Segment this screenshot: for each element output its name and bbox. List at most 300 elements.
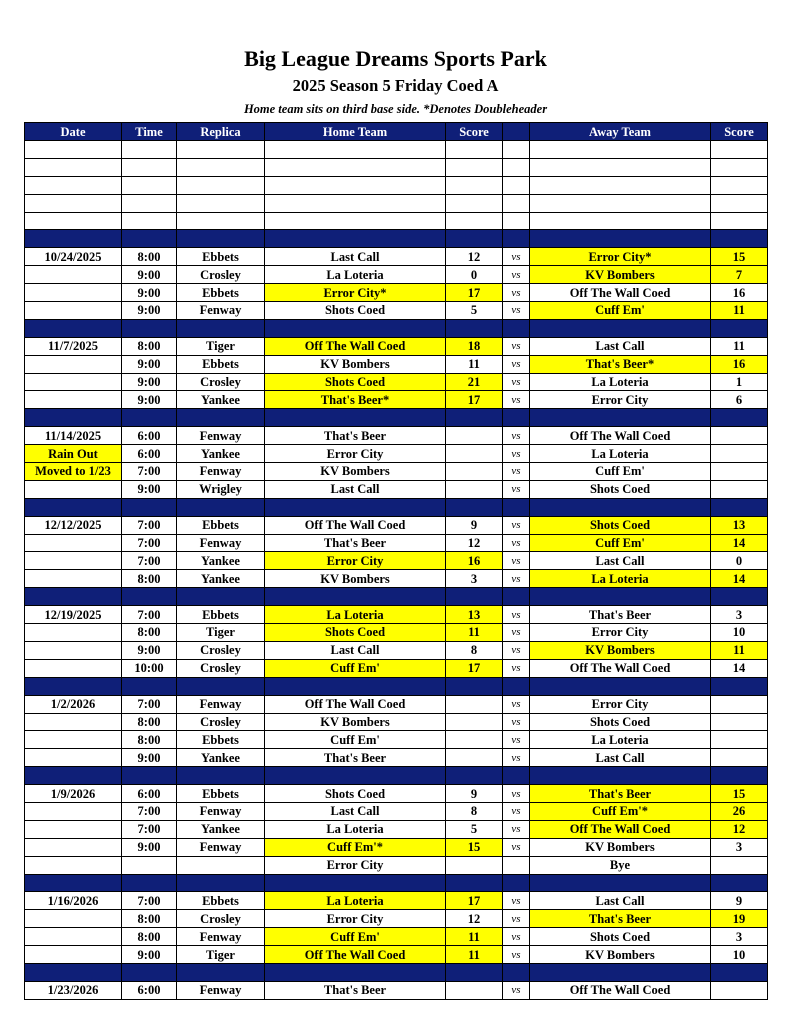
date-cell: 10/24/2025 <box>25 248 122 266</box>
away-team-cell: Last Call <box>530 749 711 767</box>
time-cell: 6:00 <box>122 427 177 445</box>
home-score-cell: 9 <box>446 516 503 534</box>
away-team-cell: Bye <box>530 856 711 874</box>
away-team-cell: That's Beer* <box>530 355 711 373</box>
blank-cell <box>503 158 530 176</box>
replica-cell: Crosley <box>177 373 265 391</box>
time-cell: 7:00 <box>122 802 177 820</box>
replica-cell: Fenway <box>177 302 265 320</box>
date-cell: 1/2/2026 <box>25 695 122 713</box>
time-cell: 7:00 <box>122 516 177 534</box>
separator-cell <box>122 588 177 606</box>
separator-cell <box>503 230 530 248</box>
away-score-cell <box>711 445 768 463</box>
game-row <box>25 856 768 874</box>
game-row <box>25 731 768 749</box>
date-cell: 11/14/2025 <box>25 427 122 445</box>
away-team-cell: La Loteria <box>530 731 711 749</box>
date-cell <box>25 552 122 570</box>
home-team-cell: Off The Wall Coed <box>265 516 446 534</box>
time-cell: 8:00 <box>122 731 177 749</box>
home-team-cell: Cuff Em' <box>265 731 446 749</box>
game-row <box>25 284 768 302</box>
separator-cell <box>177 767 265 785</box>
game-row <box>25 946 768 964</box>
replica-cell: Crosley <box>177 641 265 659</box>
away-team-cell: That's Beer <box>530 910 711 928</box>
blank-cell <box>177 194 265 212</box>
replica-cell: Fenway <box>177 534 265 552</box>
date-cell <box>25 284 122 302</box>
separator-cell <box>122 677 177 695</box>
vs-cell: vs <box>503 266 530 284</box>
replica-cell: Ebbets <box>177 516 265 534</box>
home-team-cell: Error City <box>265 856 446 874</box>
away-score-cell: 7 <box>711 266 768 284</box>
vs-cell: vs <box>503 373 530 391</box>
blank-cell <box>711 176 768 194</box>
blank-cell <box>503 212 530 230</box>
home-score-cell: 13 <box>446 606 503 624</box>
away-score-cell <box>711 713 768 731</box>
time-cell: 7:00 <box>122 552 177 570</box>
col-header-home-team: Home Team <box>265 123 446 141</box>
week-separator-row <box>25 498 768 516</box>
date-cell: Moved to 1/23 <box>25 463 122 481</box>
col-header-away-score: Score <box>711 123 768 141</box>
col-header-replica: Replica <box>177 123 265 141</box>
separator-cell <box>711 677 768 695</box>
away-team-cell: Cuff Em' <box>530 534 711 552</box>
vs-cell: vs <box>503 946 530 964</box>
away-score-cell <box>711 695 768 713</box>
vs-cell: vs <box>503 892 530 910</box>
home-score-cell: 17 <box>446 284 503 302</box>
home-score-cell: 16 <box>446 552 503 570</box>
separator-cell <box>503 409 530 427</box>
date-cell <box>25 820 122 838</box>
vs-cell: vs <box>503 534 530 552</box>
separator-cell <box>503 588 530 606</box>
replica-cell: Tiger <box>177 624 265 642</box>
blank-cell <box>122 141 177 159</box>
replica-cell: Yankee <box>177 391 265 409</box>
separator-cell <box>711 963 768 981</box>
home-score-cell: 5 <box>446 302 503 320</box>
time-cell: 9:00 <box>122 749 177 767</box>
away-team-cell: Cuff Em' <box>530 302 711 320</box>
game-row <box>25 606 768 624</box>
time-cell: 7:00 <box>122 892 177 910</box>
home-team-cell: Error City* <box>265 284 446 302</box>
blank-row <box>25 194 768 212</box>
blank-cell <box>177 141 265 159</box>
game-row <box>25 445 768 463</box>
away-score-cell <box>711 731 768 749</box>
separator-cell <box>711 230 768 248</box>
separator-cell <box>122 409 177 427</box>
vs-cell: vs <box>503 355 530 373</box>
home-team-cell: Last Call <box>265 802 446 820</box>
time-cell: 6:00 <box>122 445 177 463</box>
separator-cell <box>530 498 711 516</box>
vs-cell: vs <box>503 838 530 856</box>
home-score-cell <box>446 856 503 874</box>
home-score-cell: 11 <box>446 946 503 964</box>
time-cell: 9:00 <box>122 480 177 498</box>
date-cell <box>25 534 122 552</box>
time-cell: 8:00 <box>122 713 177 731</box>
blank-cell <box>530 212 711 230</box>
away-team-cell: Cuff Em'* <box>530 802 711 820</box>
away-team-cell: Error City* <box>530 248 711 266</box>
away-team-cell: That's Beer <box>530 606 711 624</box>
date-cell <box>25 802 122 820</box>
replica-cell: Ebbets <box>177 785 265 803</box>
away-score-cell: 14 <box>711 659 768 677</box>
game-row <box>25 534 768 552</box>
blank-cell <box>711 158 768 176</box>
time-cell: 7:00 <box>122 534 177 552</box>
date-cell <box>25 838 122 856</box>
time-cell: 9:00 <box>122 946 177 964</box>
separator-cell <box>503 677 530 695</box>
col-header-away-team: Away Team <box>530 123 711 141</box>
date-cell <box>25 355 122 373</box>
vs-cell: vs <box>503 248 530 266</box>
away-score-cell: 16 <box>711 284 768 302</box>
replica-cell: Ebbets <box>177 606 265 624</box>
date-cell: 12/19/2025 <box>25 606 122 624</box>
date-cell <box>25 624 122 642</box>
vs-cell: vs <box>503 731 530 749</box>
home-score-cell: 21 <box>446 373 503 391</box>
separator-cell <box>25 319 122 337</box>
home-team-cell: KV Bombers <box>265 355 446 373</box>
game-row <box>25 355 768 373</box>
replica-cell: Crosley <box>177 713 265 731</box>
vs-cell: vs <box>503 981 530 999</box>
away-team-cell: Shots Coed <box>530 928 711 946</box>
vs-cell: vs <box>503 552 530 570</box>
separator-cell <box>177 677 265 695</box>
date-cell: 1/23/2026 <box>25 981 122 999</box>
separator-cell <box>530 677 711 695</box>
date-cell <box>25 713 122 731</box>
blank-cell <box>503 141 530 159</box>
separator-cell <box>25 498 122 516</box>
game-row <box>25 427 768 445</box>
vs-cell: vs <box>503 391 530 409</box>
separator-cell <box>265 230 446 248</box>
home-team-cell: Off The Wall Coed <box>265 695 446 713</box>
date-cell: 12/12/2025 <box>25 516 122 534</box>
home-team-cell: Cuff Em' <box>265 928 446 946</box>
home-team-cell: Shots Coed <box>265 785 446 803</box>
week-separator-row <box>25 767 768 785</box>
home-score-cell: 11 <box>446 355 503 373</box>
away-team-cell: Error City <box>530 624 711 642</box>
away-score-cell <box>711 480 768 498</box>
week-separator-row <box>25 230 768 248</box>
away-team-cell: La Loteria <box>530 445 711 463</box>
home-team-cell: Shots Coed <box>265 302 446 320</box>
replica-cell: Crosley <box>177 910 265 928</box>
game-row <box>25 749 768 767</box>
schedule-table <box>24 122 768 1000</box>
col-header-date: Date <box>25 123 122 141</box>
away-team-cell: Shots Coed <box>530 480 711 498</box>
separator-cell <box>265 767 446 785</box>
away-score-cell <box>711 427 768 445</box>
blank-cell <box>25 176 122 194</box>
blank-cell <box>122 212 177 230</box>
separator-cell <box>25 677 122 695</box>
game-row <box>25 981 768 999</box>
game-row <box>25 463 768 481</box>
blank-cell <box>446 141 503 159</box>
replica-cell: Fenway <box>177 427 265 445</box>
separator-cell <box>446 677 503 695</box>
game-row <box>25 266 768 284</box>
game-row <box>25 892 768 910</box>
separator-cell <box>122 230 177 248</box>
separator-cell <box>446 230 503 248</box>
separator-cell <box>25 588 122 606</box>
blank-cell <box>503 194 530 212</box>
blank-cell <box>177 176 265 194</box>
vs-cell: vs <box>503 427 530 445</box>
home-score-cell: 5 <box>446 820 503 838</box>
away-team-cell: Error City <box>530 695 711 713</box>
date-cell <box>25 928 122 946</box>
vs-cell: vs <box>503 749 530 767</box>
home-score-cell <box>446 981 503 999</box>
home-team-cell: La Loteria <box>265 606 446 624</box>
home-score-cell <box>446 480 503 498</box>
replica-cell: Tiger <box>177 337 265 355</box>
separator-cell <box>25 230 122 248</box>
replica-cell: Wrigley <box>177 480 265 498</box>
vs-cell: vs <box>503 624 530 642</box>
separator-cell <box>503 874 530 892</box>
vs-cell <box>503 856 530 874</box>
separator-cell <box>122 498 177 516</box>
vs-cell: vs <box>503 284 530 302</box>
home-score-cell: 3 <box>446 570 503 588</box>
home-score-cell <box>446 749 503 767</box>
blank-cell <box>122 158 177 176</box>
home-team-cell: Last Call <box>265 641 446 659</box>
separator-cell <box>503 319 530 337</box>
away-team-cell: KV Bombers <box>530 641 711 659</box>
vs-cell: vs <box>503 463 530 481</box>
home-team-cell: La Loteria <box>265 266 446 284</box>
separator-cell <box>446 588 503 606</box>
date-cell <box>25 641 122 659</box>
separator-cell <box>503 767 530 785</box>
blank-cell <box>265 194 446 212</box>
separator-cell <box>530 767 711 785</box>
separator-cell <box>265 319 446 337</box>
separator-cell <box>265 498 446 516</box>
week-separator-row <box>25 963 768 981</box>
home-team-cell: Error City <box>265 910 446 928</box>
blank-cell <box>122 194 177 212</box>
home-score-cell: 11 <box>446 624 503 642</box>
page-note: Home team sits on third base side. *Denotes Doubleheader <box>243 102 548 116</box>
game-row <box>25 248 768 266</box>
blank-cell <box>446 194 503 212</box>
game-row <box>25 785 768 803</box>
game-row <box>25 928 768 946</box>
home-score-cell: 12 <box>446 910 503 928</box>
vs-cell: vs <box>503 695 530 713</box>
game-row <box>25 480 768 498</box>
replica-cell: Ebbets <box>177 892 265 910</box>
home-team-cell: Last Call <box>265 248 446 266</box>
time-cell <box>122 856 177 874</box>
home-team-cell: KV Bombers <box>265 463 446 481</box>
blank-row <box>25 176 768 194</box>
home-score-cell: 18 <box>446 337 503 355</box>
home-score-cell: 15 <box>446 838 503 856</box>
replica-cell: Yankee <box>177 749 265 767</box>
time-cell: 6:00 <box>122 785 177 803</box>
home-score-cell <box>446 713 503 731</box>
blank-cell <box>530 141 711 159</box>
time-cell: 9:00 <box>122 266 177 284</box>
blank-row <box>25 158 768 176</box>
home-team-cell: Last Call <box>265 480 446 498</box>
replica-cell: Yankee <box>177 445 265 463</box>
vs-cell: vs <box>503 713 530 731</box>
week-separator-row <box>25 874 768 892</box>
away-team-cell: Off The Wall Coed <box>530 427 711 445</box>
home-score-cell: 12 <box>446 534 503 552</box>
blank-cell <box>711 194 768 212</box>
home-team-cell: That's Beer <box>265 749 446 767</box>
week-separator-row <box>25 409 768 427</box>
away-team-cell: Cuff Em' <box>530 463 711 481</box>
replica-cell: Fenway <box>177 981 265 999</box>
separator-cell <box>446 874 503 892</box>
vs-cell: vs <box>503 516 530 534</box>
time-cell: 9:00 <box>122 302 177 320</box>
game-row <box>25 820 768 838</box>
page-title: Big League Dreams Sports Park <box>244 46 547 71</box>
date-cell <box>25 302 122 320</box>
game-row <box>25 624 768 642</box>
away-score-cell: 3 <box>711 928 768 946</box>
away-score-cell <box>711 981 768 999</box>
away-team-cell: Off The Wall Coed <box>530 981 711 999</box>
away-score-cell <box>711 749 768 767</box>
time-cell: 9:00 <box>122 355 177 373</box>
blank-cell <box>446 176 503 194</box>
time-cell: 9:00 <box>122 284 177 302</box>
game-row <box>25 910 768 928</box>
home-score-cell <box>446 731 503 749</box>
away-team-cell: KV Bombers <box>530 266 711 284</box>
game-row <box>25 659 768 677</box>
away-team-cell: Last Call <box>530 552 711 570</box>
replica-cell: Yankee <box>177 820 265 838</box>
replica-cell: Crosley <box>177 266 265 284</box>
separator-cell <box>177 230 265 248</box>
away-team-cell: Error City <box>530 391 711 409</box>
replica-cell <box>177 856 265 874</box>
separator-cell <box>530 319 711 337</box>
separator-cell <box>265 874 446 892</box>
separator-cell <box>25 963 122 981</box>
separator-cell <box>265 409 446 427</box>
home-score-cell: 0 <box>446 266 503 284</box>
away-score-cell: 15 <box>711 248 768 266</box>
away-team-cell: KV Bombers <box>530 946 711 964</box>
game-row <box>25 570 768 588</box>
page-subtitle: 2025 Season 5 Friday Coed A <box>292 76 499 95</box>
date-cell <box>25 391 122 409</box>
blank-cell <box>530 194 711 212</box>
separator-cell <box>446 319 503 337</box>
week-separator-row <box>25 319 768 337</box>
date-cell <box>25 749 122 767</box>
time-cell: 9:00 <box>122 391 177 409</box>
separator-cell <box>711 498 768 516</box>
home-score-cell <box>446 463 503 481</box>
date-cell <box>25 856 122 874</box>
away-score-cell: 14 <box>711 534 768 552</box>
date-cell <box>25 480 122 498</box>
game-row <box>25 713 768 731</box>
date-cell <box>25 266 122 284</box>
date-cell: 11/7/2025 <box>25 337 122 355</box>
game-row <box>25 641 768 659</box>
replica-cell: Fenway <box>177 695 265 713</box>
away-score-cell: 11 <box>711 641 768 659</box>
away-team-cell: That's Beer <box>530 785 711 803</box>
blank-cell <box>265 176 446 194</box>
blank-cell <box>446 158 503 176</box>
separator-cell <box>177 319 265 337</box>
time-cell: 8:00 <box>122 928 177 946</box>
separator-cell <box>265 963 446 981</box>
separator-cell <box>503 963 530 981</box>
separator-cell <box>711 767 768 785</box>
separator-cell <box>265 588 446 606</box>
date-cell: Rain Out <box>25 445 122 463</box>
date-cell <box>25 570 122 588</box>
away-score-cell: 3 <box>711 838 768 856</box>
vs-cell: vs <box>503 910 530 928</box>
separator-cell <box>122 767 177 785</box>
replica-cell: Yankee <box>177 570 265 588</box>
blank-cell <box>122 176 177 194</box>
away-score-cell: 6 <box>711 391 768 409</box>
blank-cell <box>530 176 711 194</box>
replica-cell: Fenway <box>177 838 265 856</box>
away-score-cell: 16 <box>711 355 768 373</box>
separator-cell <box>530 230 711 248</box>
time-cell: 7:00 <box>122 463 177 481</box>
separator-cell <box>177 498 265 516</box>
schedule-body <box>25 141 768 1000</box>
vs-cell: vs <box>503 928 530 946</box>
date-cell: 1/16/2026 <box>25 892 122 910</box>
col-header-home-score: Score <box>446 123 503 141</box>
separator-cell <box>177 874 265 892</box>
